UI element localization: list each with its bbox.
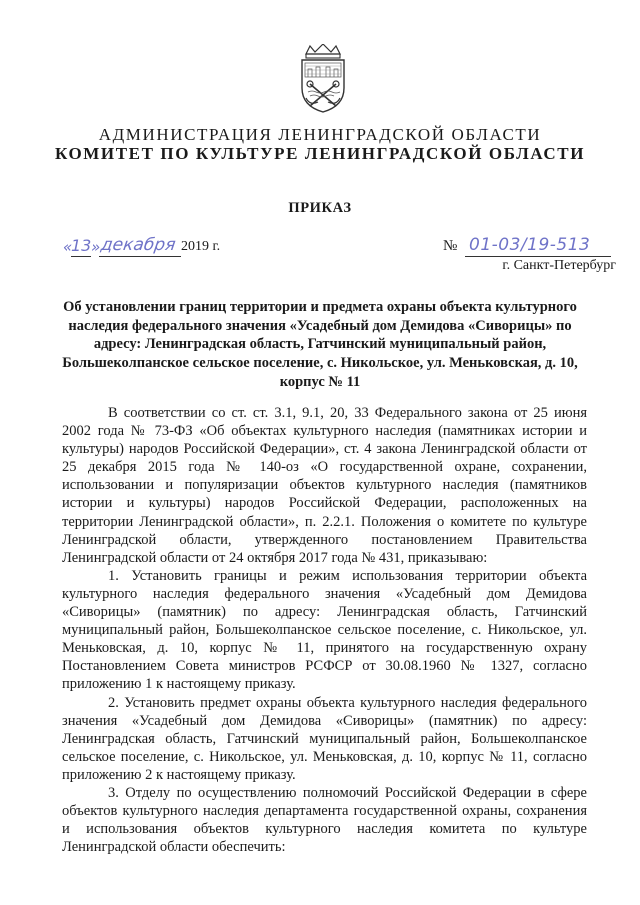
- date-day-underline: [71, 256, 91, 257]
- number-sign: №: [443, 238, 458, 254]
- number-underline: [465, 256, 611, 257]
- clause-2-paragraph: 2. Установить предмет охраны объекта культурного наследия федерального значения «Усадебный дом Демидова «Сиворицы» (памятник) по адресу: Ленинградская область, Гатчинский муниципальный район, Большеколпанское сельское поселение, с. Никольское, ул. Меньковская, д. 10, корпус № 11, согласно приложению 2 к настоящему приказу.: [62, 694, 587, 783]
- order-date: [63, 236, 253, 260]
- date-month-underline: [99, 256, 181, 257]
- date-month: декабря: [99, 235, 177, 255]
- date-year: 2019 г.: [181, 239, 221, 254]
- administration-title: АДМИНИСТРАЦИЯ ЛЕНИНГРАДСКОЙ ОБЛАСТИ: [98, 125, 542, 144]
- preamble-paragraph: В соответствии со ст. ст. 3.1, 9.1, 20, 33 Федерального закона от 25 июня 2002 года № 73-ФЗ «Об объектах культурного наследия (памятниках истории и культуры) народов Российской Федерации», ст. 4 закона Ленинградской области от 25 декабря 2015 года № 140-оз «О государственной охране, сохранении, использовании и популяризации объектов культурного наследия (памятников истории и культуры) народов Российской Федерации, расположенных на территории Ленинградской области», п. 2.2.1. Положения о комитете по культуре Ленинградской области, утвержденного постановлением Правительства Ленинградской области от 24 октября 2017 года № 431, приказываю:: [62, 405, 587, 566]
- clause-3-paragraph: 3. Отделу по осуществлению полномочий Российской Федерации в сфере объектов культурного наследия департамента государственной охраны, сохранения и использования объектов культурного наследия комитета по культуре Ленинградской области обеспечить:: [62, 784, 587, 856]
- committee-title: КОМИТЕТ ПО КУЛЬТУРЕ ЛЕНИНГРАДСКОЙ ОБЛАСТИ: [54, 144, 586, 163]
- order-body: [62, 404, 587, 856]
- clause-1-paragraph: 1. Установить границы и режим использования территории объекта культурного наследия федерального значения «Усадебный дом Демидова «Сиворицы» (памятник) по адресу: Ленинградская область, Гатчинский муниципальный район, Большеколпанское сельское поселение, с. Никольское, ул. Меньковская, д. 10, корпус № 11, принятого на государственную охрану Постановлением Совета министров РСФСР от 30.08.1960 № 1327, согласно приложению 1 к настоящему приказу.: [62, 567, 587, 693]
- order-number: [443, 236, 613, 260]
- document-type: ПРИКАЗ: [288, 200, 352, 216]
- order-title: Об установлении границ территории и предмета охраны объекта культурного наследия федерального значения «Усадебный дом Демидова «Сиворицы» по адресу: Ленинградская область, Гатчинский муниципальный район, Большеколпанское сельское поселение, с. Никольское, ул. Меньковская, д. 10, корпус № 11: [62, 299, 578, 390]
- number-value: 01-03/19-513: [469, 235, 591, 255]
- date-day: 13: [71, 236, 92, 255]
- leningrad-oblast-coat-of-arms-icon: [298, 44, 348, 114]
- date-close-quote: »: [91, 238, 101, 256]
- date-open-quote: «: [63, 238, 73, 256]
- city: г. Санкт-Петербург: [502, 258, 616, 273]
